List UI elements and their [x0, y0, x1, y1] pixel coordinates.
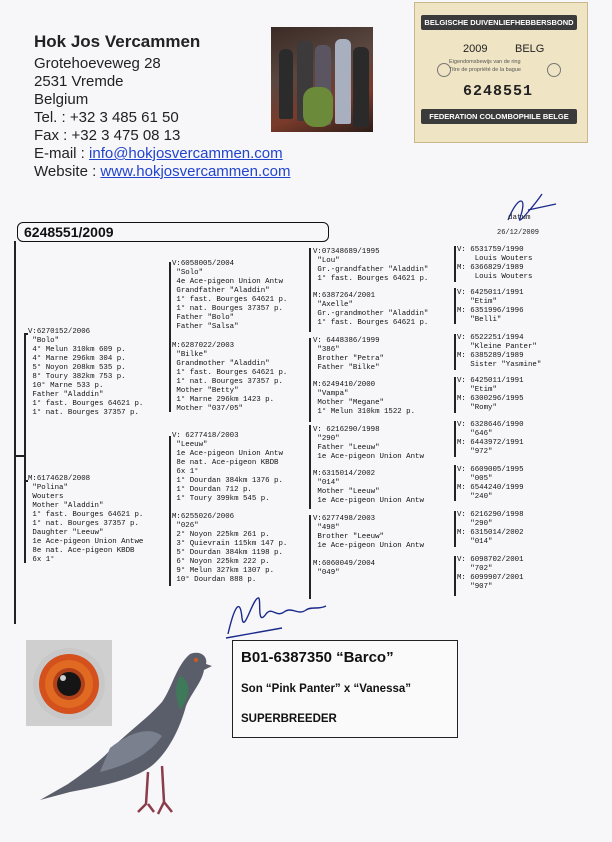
email-label: E-mail : — [34, 145, 90, 162]
gen2-bracket — [169, 436, 171, 586]
email-link[interactable]: info@hokjosvercammen.com — [89, 145, 283, 162]
ggp-block-5: V: 6328646/1990 "646" M: 6443972/1991 "972" — [457, 421, 524, 456]
person-figure — [353, 47, 369, 127]
website-link[interactable]: www.hokjosvercammen.com — [100, 163, 291, 180]
gen4-bracket — [454, 377, 456, 413]
owner-website-row — [34, 163, 290, 181]
sds-block: V: 6448386/1999 "386" Brother "Petra" Father "Bilke" — [313, 337, 384, 372]
cert-year: 2009 — [463, 43, 488, 55]
owner-street: Grotehoeveweg 28 — [34, 55, 161, 72]
flower-pot — [303, 87, 333, 127]
ring-certificate — [414, 2, 588, 143]
gen3-bracket — [309, 515, 311, 599]
gen4-bracket — [454, 465, 456, 501]
pigeon-eye — [194, 658, 198, 662]
ggp-block-2: V: 6425011/1991 "Etim" M: 6351996/1996 "Belli" — [457, 289, 524, 324]
ggp-block-3: V: 6522251/1994 "Kleine Panter" M: 6385289/1989 Sister "Yasmine" — [457, 334, 542, 369]
gen4-bracket — [454, 556, 456, 596]
gen3-bracket — [309, 248, 311, 332]
owner-name: Hok Jos Vercammen — [34, 32, 201, 51]
cert-ring-icon — [437, 63, 451, 77]
sdd-block: M:6249410/2000 "Vampa" Mother "Megane" 1° Melun 310km 1522 p. — [313, 381, 416, 416]
cert-country: BELG — [515, 43, 545, 55]
owner-city: 2531 Vremde — [34, 73, 124, 90]
bird-name: B01-6387350 “Barco” — [241, 649, 394, 666]
owner-fax: Fax : +32 3 475 08 13 — [34, 127, 181, 144]
gen3-bracket — [309, 425, 311, 509]
sss-block: V:07348689/1995 "Lou" Gr.-grandfather "Aladdin" 1° fast. Bourges 64621 p. — [313, 248, 429, 283]
ggp-block-8: V: 6098702/2001 "702" M: 6099907/2001 "907" — [457, 556, 524, 591]
gen2-bracket — [169, 262, 171, 412]
gen4-bracket — [454, 511, 456, 547]
cert-bottom-banner: FEDERATION COLOMBOPHILE BELGE — [421, 109, 577, 124]
cert-line1: Eigendomsbewijs van de ring — [449, 59, 521, 65]
bird-name-box — [232, 640, 458, 738]
cert-ring-icon — [547, 63, 561, 77]
dam-sire-block: V: 6277418/2003 "Leeuw" 1e Ace-pigeon Union Antw 8e nat. Ace-pigeon KBDB 6x 1° 1° Dourdan 384km 1376 p. 1° Dourdan 712 p. 1° Toury 399km 545 p. — [172, 432, 283, 503]
cert-number: 6248551 — [463, 83, 534, 100]
gen4-bracket — [454, 288, 456, 324]
sire-block: V:6270152/2006 "Bolo" 4° Melun 310km 609 p. 4° Marne 296km 304 p. 5° Noyon 208km 535 p. 8° Toury 382km 753 p. 10° Marne 533 p. Father "Aladdin" 1° fast. Bourges 64621 p. 1° nat. Bourges 37357 p. — [28, 328, 144, 417]
signature-icon — [222, 588, 332, 644]
ggp-block-1: V: 6531759/1990 Louis Wouters M: 6366829/1989 Louis Wouters — [457, 246, 533, 281]
ggp-block-6: V: 6609005/1995 "005" M: 6544240/1999 "240" — [457, 466, 524, 501]
dam-dam-block: M:6255026/2006 "026" 2° Noyon 225km 261 p. 3° Quievrain 115km 147 p. 5° Dourdan 384km 1198 p. 6° Noyon 225km 222 p. 9° Melun 327km 1307 p. 10° Dourdan 888 p. — [172, 513, 288, 584]
person-figure — [335, 39, 351, 124]
datum-label: datum — [508, 214, 531, 222]
cert-top-banner: BELGISCHE DUIVENLIEFHEBBERSBOND — [421, 15, 577, 30]
connector-line — [14, 241, 16, 624]
owner-email-row — [34, 145, 283, 163]
gen4-bracket — [454, 246, 456, 282]
person-figure — [279, 49, 293, 119]
datum-value: 26/12/2009 — [497, 229, 540, 237]
datum-signature-icon — [498, 190, 560, 230]
ddd-block: M:6060049/2004 "049" — [313, 560, 376, 577]
bird-parents: Son “Pink Panter” x “Vanessa” — [241, 683, 412, 695]
ggp-block-4: V: 6425011/1991 "Etim" M: 6300296/1995 "Romy" — [457, 377, 524, 412]
gen1-bracket — [24, 333, 26, 563]
pigeon-photo — [30, 636, 220, 826]
team-photo — [271, 27, 373, 132]
dsd-block: M:6315014/2002 "014" Mother "Leeuw" 1e Ace-pigeon Union Antw — [313, 470, 424, 505]
pigeon-legs — [138, 766, 172, 814]
ggp-block-7: V: 6216290/1998 "290" M: 6315014/2002 "014" — [457, 511, 524, 546]
gen1-connector — [14, 455, 25, 457]
gen4-bracket — [454, 421, 456, 457]
pigeon-body — [40, 653, 212, 800]
sire-dam-block: M:6287022/2003 "Bilke" Grandmother "Aladdin" 1° fast. Bourges 64621 p. 1° nat. Bourges 37357 p. Mother "Betty" 1° Marne 296km 1423 p. Mother "037/05" — [172, 342, 288, 413]
dam-block: M:6174628/2008 "Polina" Wouters Mother "Aladdin" 1° fast. Bourges 64621 p. 1° nat. Bourges 37357 p. Daughter "Leeuw" 1e Ace-pigeon Union Antwe 8e nat. Ace-pigeon KBDB 6x 1° — [28, 475, 144, 564]
owner-tel: Tel. : +32 3 485 61 50 — [34, 109, 179, 126]
ring-number: 6248551/2009 — [24, 224, 114, 240]
sire-sire-block: V:6058005/2004 "Solo" 4e Ace-pigeon Union Antw Grandfather "Aladdin" 1° fast. Bourges 64621 p. 1° nat. Bourges 37357 p. Father "Bolo" Father "Salsa" — [172, 260, 288, 331]
owner-country: Belgium — [34, 91, 89, 108]
cert-line2: Titre de propriété de la bague — [449, 67, 521, 73]
dds-block: V:6277498/2003 "498" Brother "Leeuw" 1e Ace-pigeon Union Antw — [313, 515, 424, 550]
gen4-bracket — [454, 334, 456, 370]
ssd-block: M:6387264/2001 "Axelle" Gr.-grandmother "Aladdin" 1° fast. Bourges 64621 p. — [313, 292, 429, 327]
gen3-bracket — [309, 338, 311, 422]
bird-title: SUPERBREEDER — [241, 713, 337, 725]
website-label: Website : — [34, 163, 101, 180]
dss-block: V: 6216290/1998 "290" Father "Leeuw" 1e Ace-pigeon Union Antw — [313, 426, 424, 461]
ring-number-bar — [17, 222, 329, 242]
